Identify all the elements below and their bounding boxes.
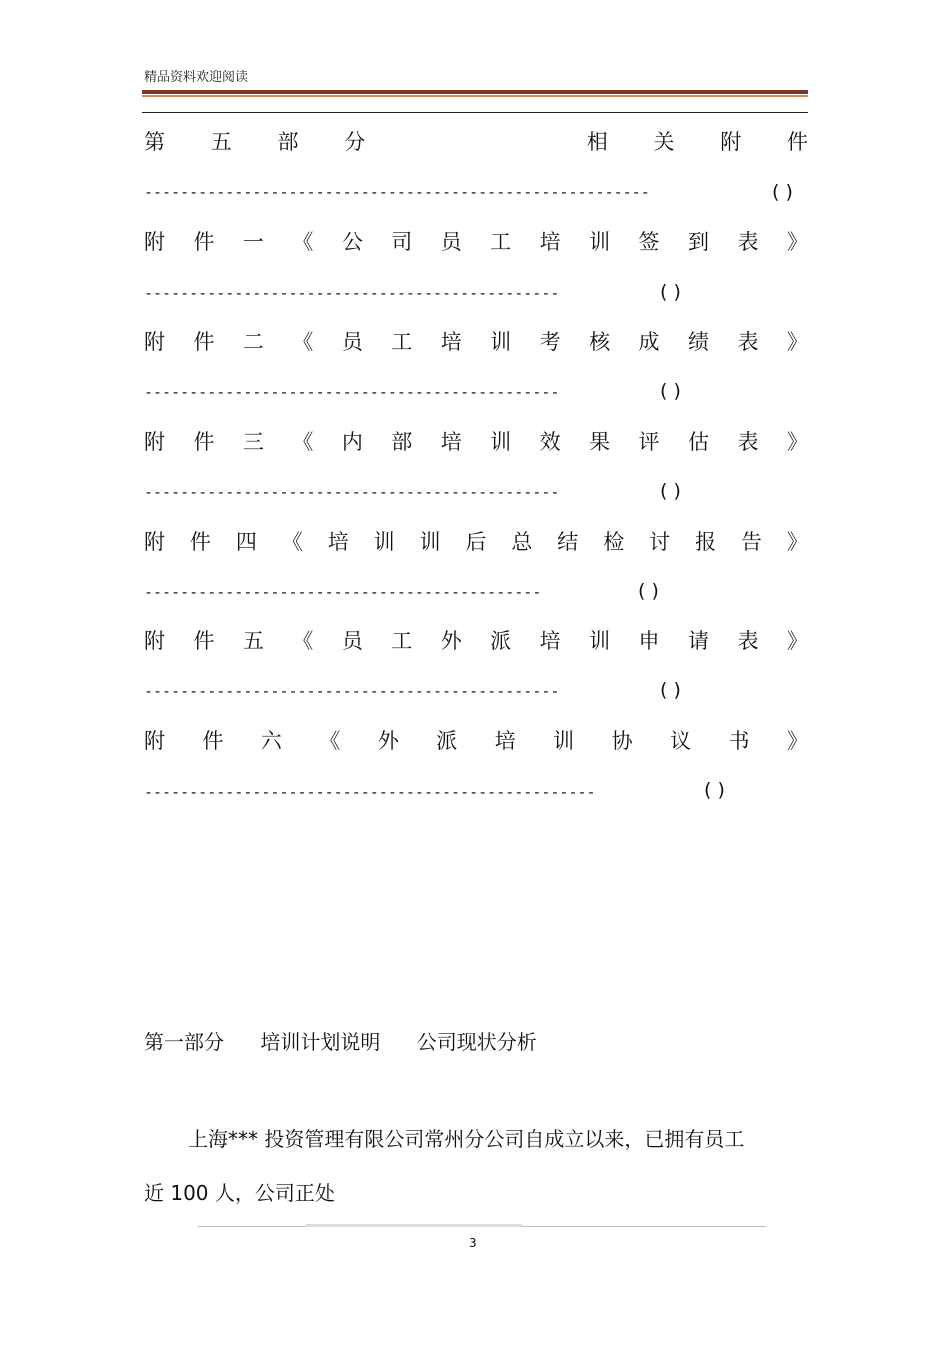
toc-char: 成 [638, 330, 660, 354]
toc-char: 核 [589, 330, 611, 354]
toc-dashes: -------------------------------------------------- [144, 783, 596, 801]
toc-char: 果 [589, 430, 611, 454]
toc-char: 附 [144, 230, 165, 254]
toc-char: 训 [373, 530, 395, 554]
toc-char: 《 [292, 430, 314, 454]
toc-char: 第 [144, 130, 165, 154]
toc-char: 相 [586, 130, 608, 154]
toc-char: 表 [737, 629, 759, 653]
section-part-label: 第一部分 [144, 1030, 224, 1054]
toc-char: 结 [557, 530, 579, 554]
toc-char: 表 [737, 430, 759, 454]
toc-char: 内 [341, 430, 363, 454]
toc-char: 》 [786, 230, 808, 254]
toc-char: 《 [319, 729, 341, 753]
toc-char: 到 [687, 230, 709, 254]
toc-char: 《 [292, 230, 314, 254]
toc-char: 检 [603, 530, 625, 554]
toc-char: 件 [193, 430, 215, 454]
toc-char: 一 [242, 230, 264, 254]
toc-char: 考 [539, 330, 561, 354]
toc-char: 申 [638, 629, 660, 653]
toc-char: 部 [391, 430, 413, 454]
toc-char: 》 [786, 430, 808, 454]
toc-char: 关 [653, 130, 675, 154]
toc-char: 派 [490, 629, 512, 653]
toc-char: 工 [391, 629, 413, 653]
toc-char: 员 [341, 629, 363, 653]
toc-char: 总 [511, 530, 533, 554]
header-rule-thin [142, 95, 808, 97]
toc-dashes: ---------------------------------------------- [144, 483, 560, 501]
toc-char: 工 [490, 230, 512, 254]
toc-char: 六 [260, 729, 282, 753]
toc-char: 绩 [687, 330, 709, 354]
toc-char: 外 [440, 629, 462, 653]
toc-char: 培 [494, 729, 516, 753]
toc-char: 协 [611, 729, 633, 753]
toc-char: 附 [144, 530, 165, 554]
toc-char: 》 [786, 729, 808, 753]
toc-item-2 [144, 328, 808, 356]
toc-char: 件 [189, 530, 211, 554]
toc-char: 《 [281, 530, 303, 554]
toc-char: 训 [490, 330, 512, 354]
toc-item-3 [144, 428, 808, 456]
toc-char: 《 [292, 629, 314, 653]
toc-char: 员 [341, 330, 363, 354]
toc-char: 工 [391, 330, 413, 354]
toc-char: 件 [202, 729, 224, 753]
toc-char: 二 [242, 330, 264, 354]
toc-char: 外 [377, 729, 399, 753]
footer-rule-accent [306, 1224, 522, 1227]
toc-page-paren: ( ) [660, 480, 681, 502]
toc-char: 训 [589, 629, 611, 653]
toc-char: 附 [144, 330, 165, 354]
toc-char: 培 [327, 530, 349, 554]
toc-char: 书 [728, 729, 750, 753]
toc-char: 分 [344, 130, 366, 154]
divider-line [142, 112, 808, 113]
toc-char: 司 [391, 230, 413, 254]
toc-char: 训 [589, 230, 611, 254]
toc-char: 培 [539, 629, 561, 653]
toc-char: 培 [440, 330, 462, 354]
toc-item-5 [144, 627, 808, 655]
toc-dashes: -------------------------------------------- [144, 583, 542, 601]
toc-char: 估 [687, 430, 709, 454]
toc-item-1 [144, 228, 808, 256]
toc-char: 件 [787, 130, 808, 154]
toc-char: 请 [687, 629, 709, 653]
toc-char: 报 [695, 530, 717, 554]
toc-char: 附 [720, 130, 742, 154]
toc-char: 表 [737, 330, 759, 354]
toc-char: 公 [341, 230, 363, 254]
toc-item-6 [144, 727, 808, 755]
toc-page-paren: ( ) [638, 580, 659, 602]
toc-dashes: ---------------------------------------------- [144, 284, 560, 302]
toc-char: 训 [553, 729, 575, 753]
toc-char: 附 [144, 629, 165, 653]
toc-char: 培 [539, 230, 561, 254]
toc-char: 后 [465, 530, 487, 554]
toc-page-paren: ( ) [704, 779, 725, 801]
toc-char: 培 [440, 430, 462, 454]
toc-part5-heading [144, 128, 808, 156]
toc-char: 五 [210, 130, 232, 154]
section-subtitle: 公司现状分析 [416, 1030, 537, 1054]
toc-char: 议 [670, 729, 692, 753]
header-text: 精品资料欢迎阅读 [144, 70, 249, 85]
header-rule-thick [142, 90, 808, 94]
toc-char: 部 [277, 130, 299, 154]
toc-char: 四 [235, 530, 257, 554]
toc-page-paren: ( ) [772, 181, 793, 203]
toc-char: 件 [193, 230, 215, 254]
section-heading [144, 1026, 567, 1055]
toc-char: 训 [490, 430, 512, 454]
body-paragraph [144, 1125, 774, 1207]
toc-char: 员 [440, 230, 462, 254]
toc-page-paren: ( ) [660, 679, 681, 701]
toc-dashes: ---------------------------------------------- [144, 682, 560, 700]
toc-char: 评 [638, 430, 660, 454]
toc-char: 效 [539, 430, 561, 454]
toc-item-4 [144, 528, 808, 556]
toc-char: 训 [419, 530, 441, 554]
paragraph-line: 上海*** 投资管理有限公司常州分公司自成立以来，已拥有员工 [188, 1127, 745, 1151]
toc-char: 件 [193, 629, 215, 653]
toc-char: 》 [786, 330, 808, 354]
toc-char: 《 [292, 330, 314, 354]
toc-char: 》 [786, 530, 808, 554]
paragraph-line: 近 100 人，公司正处 [144, 1181, 335, 1205]
toc-dashes: ---------------------------------------------- [144, 383, 560, 401]
toc-char: 讨 [649, 530, 671, 554]
page-number: 3 [469, 1236, 477, 1250]
section-title: 培训计划说明 [260, 1030, 381, 1054]
toc-char: 附 [144, 729, 165, 753]
toc-page-paren: ( ) [660, 380, 681, 402]
toc-char: 》 [786, 629, 808, 653]
toc-dashes: -------------------------------------------------------- [144, 183, 650, 201]
toc-char: 签 [638, 230, 660, 254]
toc-char: 件 [193, 330, 215, 354]
toc-page-paren: ( ) [660, 281, 681, 303]
toc-char: 派 [436, 729, 458, 753]
toc-char: 五 [242, 629, 264, 653]
toc-char: 告 [740, 530, 762, 554]
toc-char: 三 [242, 430, 264, 454]
toc-char: 表 [737, 230, 759, 254]
toc-char: 附 [144, 430, 165, 454]
